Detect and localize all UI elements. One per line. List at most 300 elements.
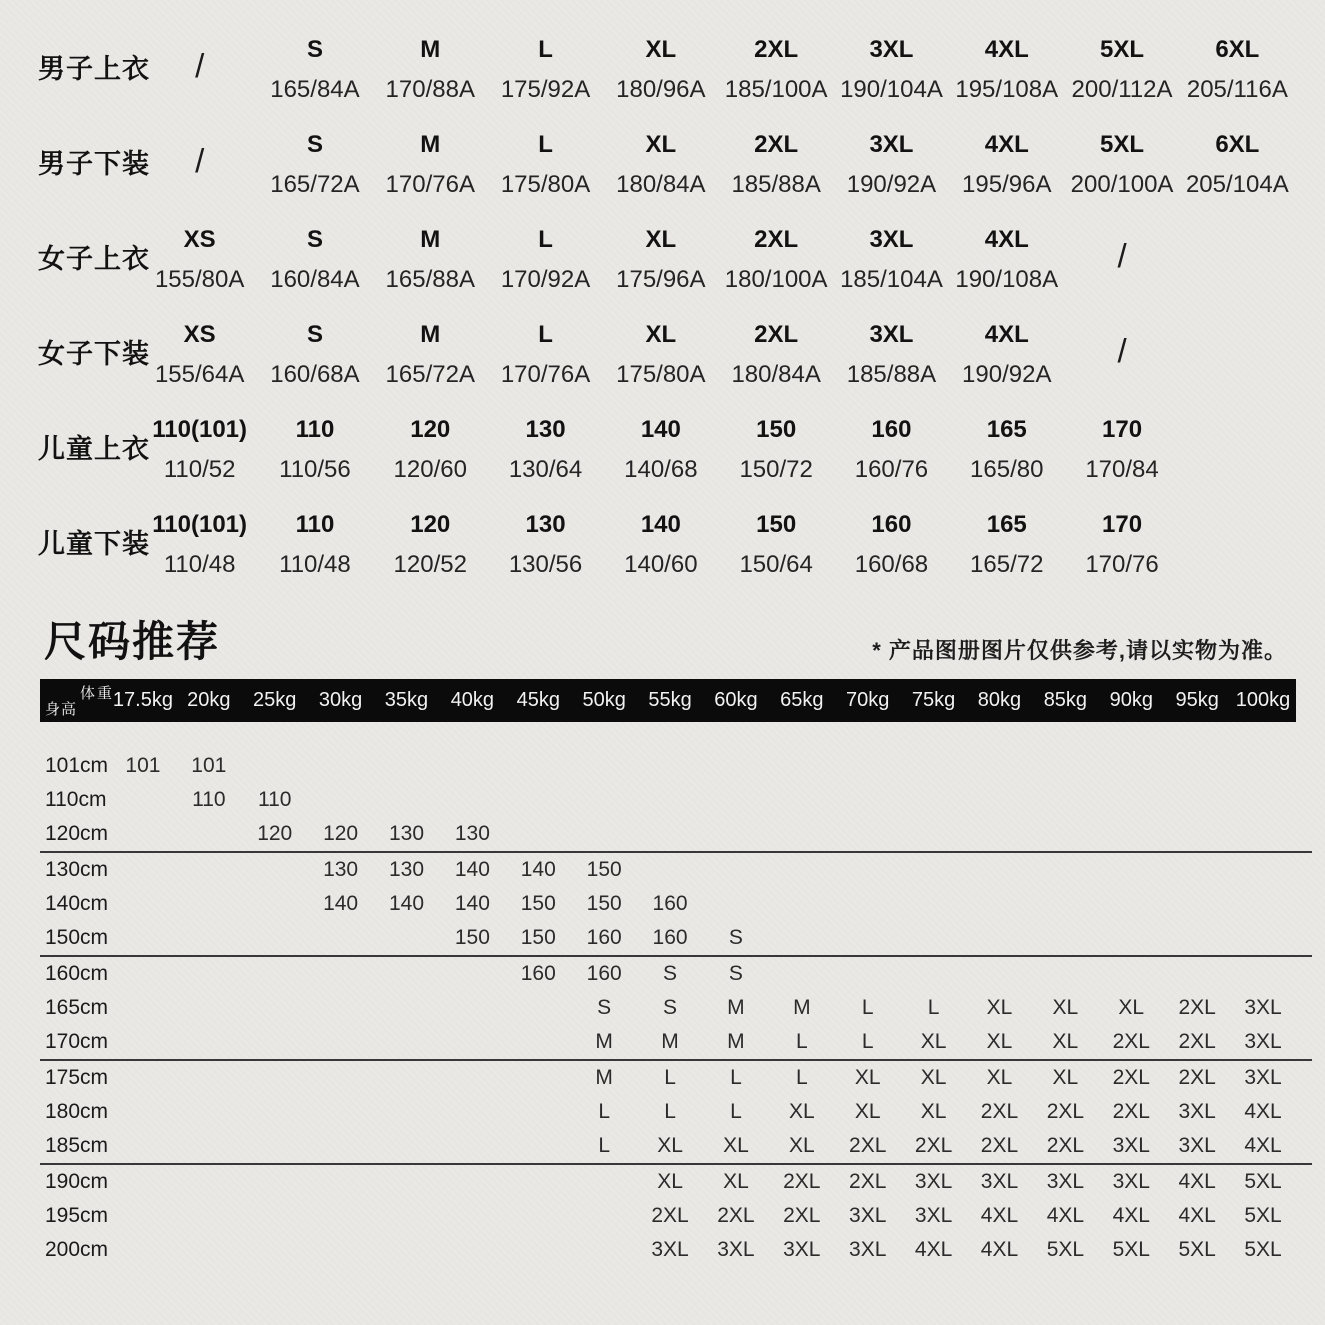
weight-header: 100kg <box>1235 689 1291 711</box>
size-value: 4XL <box>1244 1100 1282 1123</box>
size-spec: 195/108A <box>955 76 1059 103</box>
weight-header: 25kg <box>253 689 297 711</box>
size-cell <box>603 220 718 292</box>
size-cell <box>142 315 257 387</box>
size-value: 140 <box>454 858 490 881</box>
size-value: 3XL <box>1046 1170 1085 1193</box>
size-cell <box>719 30 834 102</box>
height-label: 130cm <box>45 858 109 881</box>
size-cell <box>603 315 718 387</box>
size-cell <box>719 220 834 292</box>
size-label: L <box>538 131 553 158</box>
size-cell <box>834 410 949 482</box>
size-label: 2XL <box>754 131 799 158</box>
size-cell <box>142 220 257 292</box>
size-spec: 195/96A <box>962 171 1052 198</box>
size-spec: 175/96A <box>616 266 706 293</box>
size-value: M <box>727 996 745 1019</box>
size-cell <box>373 410 488 482</box>
size-value: 5XL <box>1244 1170 1282 1193</box>
size-cell <box>257 315 372 387</box>
size-spec: 160/68A <box>270 361 360 388</box>
size-spec: 155/80A <box>154 266 245 293</box>
weight-header: 70kg <box>846 689 890 711</box>
weight-header: 35kg <box>384 689 429 711</box>
size-label: L <box>538 226 553 253</box>
size-spec: 180/100A <box>724 266 828 293</box>
size-value: 3XL <box>783 1238 821 1261</box>
height-label: 175cm <box>45 1066 109 1089</box>
size-label: 3XL <box>869 226 914 253</box>
size-value: L <box>598 1134 610 1157</box>
weight-header: 17.5kg <box>112 689 173 711</box>
size-value: S <box>728 962 743 985</box>
size-value: 5XL <box>1244 1238 1282 1261</box>
size-cell <box>949 30 1064 102</box>
size-cell <box>373 505 488 577</box>
size-spec: 165/72A <box>270 171 360 198</box>
size-spec: 155/64A <box>154 361 245 388</box>
size-spec: 190/92A <box>846 171 937 198</box>
size-spec: 110/52 <box>163 456 236 483</box>
size-value: M <box>595 1066 613 1089</box>
height-label: 140cm <box>45 892 109 915</box>
size-value: S <box>597 996 612 1019</box>
size-value: 4XL <box>980 1238 1019 1261</box>
size-value: 2XL <box>1112 1100 1150 1123</box>
size-cell <box>834 505 949 577</box>
size-value: 120 <box>257 822 293 845</box>
size-spec: 190/104A <box>840 76 943 103</box>
size-value: 110 <box>192 788 226 811</box>
size-label: L <box>538 321 553 348</box>
size-value: L <box>861 996 874 1019</box>
size-value: 150 <box>520 892 556 915</box>
size-cell <box>603 125 718 197</box>
weight-header: 45kg <box>516 689 560 711</box>
size-cell <box>488 315 603 387</box>
size-value: 150 <box>586 858 622 881</box>
size-value: 2XL <box>849 1170 887 1193</box>
axis-label-weight: 体重 <box>79 685 114 702</box>
size-spec: 180/84A <box>616 171 706 198</box>
category-label: 女子下装 <box>38 338 150 369</box>
size-table-row <box>38 125 1295 197</box>
size-label: 140 <box>640 511 681 538</box>
size-label: 110 <box>295 416 335 443</box>
not-available-slash: / <box>195 47 205 84</box>
size-label: XL <box>645 226 677 253</box>
size-cell <box>1064 125 1179 197</box>
size-value: 3XL <box>849 1204 887 1227</box>
size-cell <box>488 220 603 292</box>
size-value: 4XL <box>1112 1204 1150 1227</box>
category-label: 儿童下装 <box>38 528 150 559</box>
size-spec: 140/68 <box>624 456 698 483</box>
size-value: 3XL <box>1244 996 1282 1019</box>
category-label: 儿童上衣 <box>38 433 150 464</box>
size-label: 6XL <box>1215 131 1260 158</box>
size-label: XS <box>183 321 216 348</box>
size-spec: 120/60 <box>393 456 467 483</box>
size-spec: 200/100A <box>1070 171 1174 198</box>
size-label: 2XL <box>754 36 799 63</box>
size-value: 2XL <box>783 1204 821 1227</box>
size-cell <box>373 315 488 387</box>
size-label: 170 <box>1102 416 1143 443</box>
size-label: 110 <box>295 511 335 538</box>
size-label: S <box>306 36 323 63</box>
size-label: S <box>306 321 323 348</box>
size-spec: 175/80A <box>500 171 591 198</box>
size-value: 4XL <box>1244 1134 1282 1157</box>
disclaimer-note: * 产品图册图片仅供参考,请以实物为准。 <box>872 638 1287 663</box>
height-row <box>40 1061 1296 1095</box>
size-value: 150 <box>520 926 556 949</box>
size-value: 5XL <box>1046 1238 1085 1261</box>
size-value: 2XL <box>914 1134 953 1157</box>
size-spec: 110/48 <box>279 551 351 578</box>
size-label: 160 <box>871 416 912 443</box>
size-spec: 205/116A <box>1186 76 1288 103</box>
size-label: 5XL <box>1100 131 1145 158</box>
height-label: 165cm <box>45 996 109 1019</box>
size-cell <box>373 125 488 197</box>
recommendation-header <box>44 611 1287 669</box>
size-value: 3XL <box>717 1238 755 1261</box>
weight-header: 60kg <box>714 689 758 711</box>
size-spec: 160/76 <box>854 456 929 483</box>
size-value: XL <box>986 996 1013 1019</box>
size-cell <box>1064 505 1179 577</box>
size-table-row <box>38 220 1295 292</box>
size-value: 130 <box>323 858 359 881</box>
height-label: 180cm <box>45 1100 109 1123</box>
garment-size-tables <box>0 0 1325 577</box>
size-value: S <box>728 926 743 949</box>
weight-header: 95kg <box>1175 689 1219 711</box>
size-spec: 190/92A <box>962 361 1052 388</box>
size-value: 3XL <box>1244 1066 1282 1089</box>
size-spec: 170/76A <box>385 171 475 198</box>
size-value: 150 <box>586 892 622 915</box>
size-label: 150 <box>756 511 797 538</box>
size-label: 110(101) <box>152 416 248 443</box>
size-value: XL <box>1052 1030 1079 1053</box>
size-label: 6XL <box>1215 36 1260 63</box>
not-available-slash: / <box>1117 237 1127 274</box>
size-label: 120 <box>410 511 451 538</box>
size-value: 3XL <box>849 1238 887 1261</box>
size-label: 5XL <box>1100 36 1145 63</box>
not-available-slash: / <box>1117 332 1127 369</box>
size-label: M <box>420 36 441 63</box>
size-value: 2XL <box>651 1204 689 1227</box>
size-value: XL <box>986 1066 1013 1089</box>
height-row <box>40 853 1296 887</box>
size-value: 2XL <box>1046 1100 1085 1123</box>
size-value: 130 <box>388 858 425 881</box>
axis-corner-label <box>40 679 114 722</box>
size-value: XL <box>854 1066 881 1089</box>
size-value: XL <box>1118 996 1145 1019</box>
size-spec: 190/108A <box>955 266 1059 293</box>
size-value: 101 <box>125 754 161 777</box>
size-cell <box>949 505 1064 577</box>
size-label: S <box>306 226 323 253</box>
size-spec: 180/96A <box>616 76 706 103</box>
size-spec: 150/72 <box>739 456 813 483</box>
size-spec: 170/88A <box>385 76 475 103</box>
size-label: XL <box>645 36 677 63</box>
size-cell <box>949 220 1064 292</box>
size-cell <box>488 505 603 577</box>
size-label: 110(101) <box>152 511 248 538</box>
height-row <box>40 1165 1296 1199</box>
size-label: 165 <box>986 511 1027 538</box>
height-row <box>40 921 1296 955</box>
size-cell <box>719 315 834 387</box>
size-value: 2XL <box>717 1204 755 1227</box>
height-row <box>40 887 1296 921</box>
size-cell <box>142 505 257 577</box>
size-cell <box>257 410 372 482</box>
height-label: 200cm <box>45 1238 109 1261</box>
height-row <box>40 1233 1296 1267</box>
size-value: L <box>664 1066 676 1089</box>
category-label: 男子上衣 <box>38 53 150 84</box>
size-cell <box>603 30 718 102</box>
size-cell <box>949 410 1064 482</box>
height-label: 101cm <box>45 754 109 777</box>
size-value: 2XL <box>1178 996 1216 1019</box>
size-value: XL <box>986 1030 1013 1053</box>
size-cell <box>1064 410 1179 482</box>
size-value: 2XL <box>1178 1030 1216 1053</box>
size-value: 4XL <box>1046 1204 1085 1227</box>
size-value: 150 <box>454 926 490 949</box>
recommendation-title: 尺码推荐 <box>44 618 221 665</box>
size-spec: 175/80A <box>616 361 706 388</box>
size-cell <box>373 220 488 292</box>
size-value: M <box>793 996 811 1019</box>
height-row <box>40 957 1296 991</box>
size-value: S <box>663 996 678 1019</box>
size-cell <box>719 505 834 577</box>
size-spec: 160/68 <box>854 551 929 578</box>
size-label: M <box>420 226 441 253</box>
size-value: 4XL <box>1178 1204 1216 1227</box>
size-cell <box>488 125 603 197</box>
size-value: XL <box>854 1100 881 1123</box>
size-cell <box>949 125 1064 197</box>
size-value: 120 <box>323 822 359 845</box>
size-cell <box>257 125 372 197</box>
size-label: 3XL <box>869 36 914 63</box>
size-cell <box>1064 30 1179 102</box>
size-value: XL <box>657 1170 683 1193</box>
category-label: 女子上衣 <box>38 243 150 274</box>
size-spec: 165/80 <box>970 456 1044 483</box>
size-value: 130 <box>388 822 425 845</box>
size-value: L <box>861 1030 874 1053</box>
size-spec: 130/64 <box>508 456 583 483</box>
size-value: 3XL <box>1178 1134 1216 1157</box>
size-spec: 165/72A <box>385 361 475 388</box>
height-row <box>40 749 1296 783</box>
size-spec: 160/84A <box>270 266 360 293</box>
size-cell <box>1180 30 1295 102</box>
size-value: 160 <box>586 926 622 949</box>
weight-header: 50kg <box>582 689 626 711</box>
size-value: 140 <box>388 892 425 915</box>
size-label: 160 <box>871 511 912 538</box>
size-cell <box>257 505 372 577</box>
size-value: 110 <box>257 788 292 811</box>
size-value: XL <box>920 1030 947 1053</box>
height-label: 190cm <box>45 1170 109 1193</box>
size-spec: 170/92A <box>500 266 591 293</box>
size-cell <box>949 315 1064 387</box>
size-value: L <box>730 1066 742 1089</box>
size-value: 3XL <box>1112 1170 1150 1193</box>
size-value: 140 <box>454 892 490 915</box>
size-spec: 140/60 <box>624 551 698 578</box>
height-label: 195cm <box>45 1204 109 1227</box>
size-value: 5XL <box>1112 1238 1150 1261</box>
size-label: 3XL <box>869 131 914 158</box>
size-value: 2XL <box>1178 1066 1216 1089</box>
size-label: 4XL <box>984 131 1029 158</box>
size-label: XL <box>645 131 677 158</box>
size-cell <box>834 125 949 197</box>
size-spec: 150/64 <box>739 551 813 578</box>
size-value: L <box>795 1030 808 1053</box>
size-value: 3XL <box>980 1170 1019 1193</box>
size-spec: 205/104A <box>1185 171 1289 198</box>
size-value: 101 <box>191 754 227 777</box>
size-value: 3XL <box>914 1204 953 1227</box>
size-label: 4XL <box>984 321 1029 348</box>
size-value: XL <box>723 1134 749 1157</box>
weight-header: 65kg <box>780 689 824 711</box>
size-table-row <box>38 30 1295 102</box>
size-spec: 165/84A <box>270 76 360 103</box>
size-label: 130 <box>525 416 566 443</box>
size-value: 5XL <box>1178 1238 1216 1261</box>
size-cell <box>1180 125 1295 197</box>
size-cell <box>603 505 718 577</box>
size-value: 3XL <box>1112 1134 1150 1157</box>
height-row <box>40 1095 1296 1129</box>
size-value: L <box>730 1100 742 1123</box>
size-value: XL <box>788 1134 815 1157</box>
size-label: 165 <box>986 416 1027 443</box>
size-value: M <box>727 1030 745 1053</box>
size-label: 2XL <box>754 321 799 348</box>
not-available-slash: / <box>195 142 205 179</box>
size-value: XL <box>788 1100 815 1123</box>
size-spec: 185/100A <box>724 76 828 103</box>
size-value: 160 <box>520 962 556 985</box>
size-cell <box>257 220 372 292</box>
size-value: 3XL <box>1244 1030 1282 1053</box>
size-spec: 110/56 <box>279 456 351 483</box>
size-spec: 175/92A <box>500 76 591 103</box>
size-value: M <box>661 1030 679 1053</box>
weight-header: 85kg <box>1043 689 1088 711</box>
size-spec: 170/84 <box>1085 456 1159 483</box>
size-cell <box>373 30 488 102</box>
size-value: XL <box>657 1134 683 1157</box>
size-label: 4XL <box>984 36 1029 63</box>
size-label: XL <box>645 321 677 348</box>
weight-header: 75kg <box>911 689 956 711</box>
size-spec: 180/84A <box>731 361 821 388</box>
size-label: 4XL <box>984 226 1029 253</box>
height-row <box>40 1129 1296 1163</box>
size-value: 130 <box>454 822 490 845</box>
size-value: 4XL <box>914 1238 953 1261</box>
weight-header: 40kg <box>450 689 495 711</box>
size-label: L <box>538 36 553 63</box>
size-value: 2XL <box>1112 1066 1150 1089</box>
size-label: XS <box>183 226 216 253</box>
size-cell <box>834 220 949 292</box>
size-value: 2XL <box>783 1170 821 1193</box>
size-label: 3XL <box>869 321 914 348</box>
height-label: 150cm <box>45 926 109 949</box>
size-value: XL <box>723 1170 749 1193</box>
size-value: XL <box>920 1100 947 1123</box>
size-cell <box>834 315 949 387</box>
size-label: 170 <box>1102 511 1143 538</box>
size-value: L <box>664 1100 676 1123</box>
size-cell <box>488 30 603 102</box>
size-spec: 185/88A <box>846 361 937 388</box>
size-table-row <box>38 505 1295 577</box>
size-spec: 165/72 <box>970 551 1044 578</box>
size-value: 3XL <box>914 1170 953 1193</box>
height-row <box>40 817 1296 851</box>
weight-header-bar <box>40 679 1296 722</box>
size-value: 2XL <box>1112 1030 1150 1053</box>
size-spec: 130/56 <box>508 551 583 578</box>
height-label: 185cm <box>45 1134 109 1157</box>
size-value: 2XL <box>1046 1134 1085 1157</box>
size-spec: 200/112A <box>1071 76 1173 103</box>
height-label: 170cm <box>45 1030 109 1053</box>
recommendation-matrix <box>40 749 1296 1267</box>
size-label: 120 <box>410 416 451 443</box>
category-label: 男子下装 <box>38 148 150 179</box>
size-spec: 185/104A <box>840 266 943 293</box>
weight-header: 80kg <box>977 689 1022 711</box>
size-label: 150 <box>756 416 797 443</box>
size-value: 2XL <box>849 1134 887 1157</box>
size-label: S <box>306 131 323 158</box>
size-spec: 170/76 <box>1085 551 1159 578</box>
size-cell <box>719 125 834 197</box>
height-label: 110cm <box>45 788 107 811</box>
size-value: 3XL <box>1178 1100 1216 1123</box>
size-table-row <box>38 410 1295 482</box>
size-cell <box>257 30 372 102</box>
size-value: 4XL <box>980 1204 1019 1227</box>
size-spec: 165/88A <box>385 266 475 293</box>
size-label: 2XL <box>754 226 799 253</box>
size-label: M <box>420 321 441 348</box>
